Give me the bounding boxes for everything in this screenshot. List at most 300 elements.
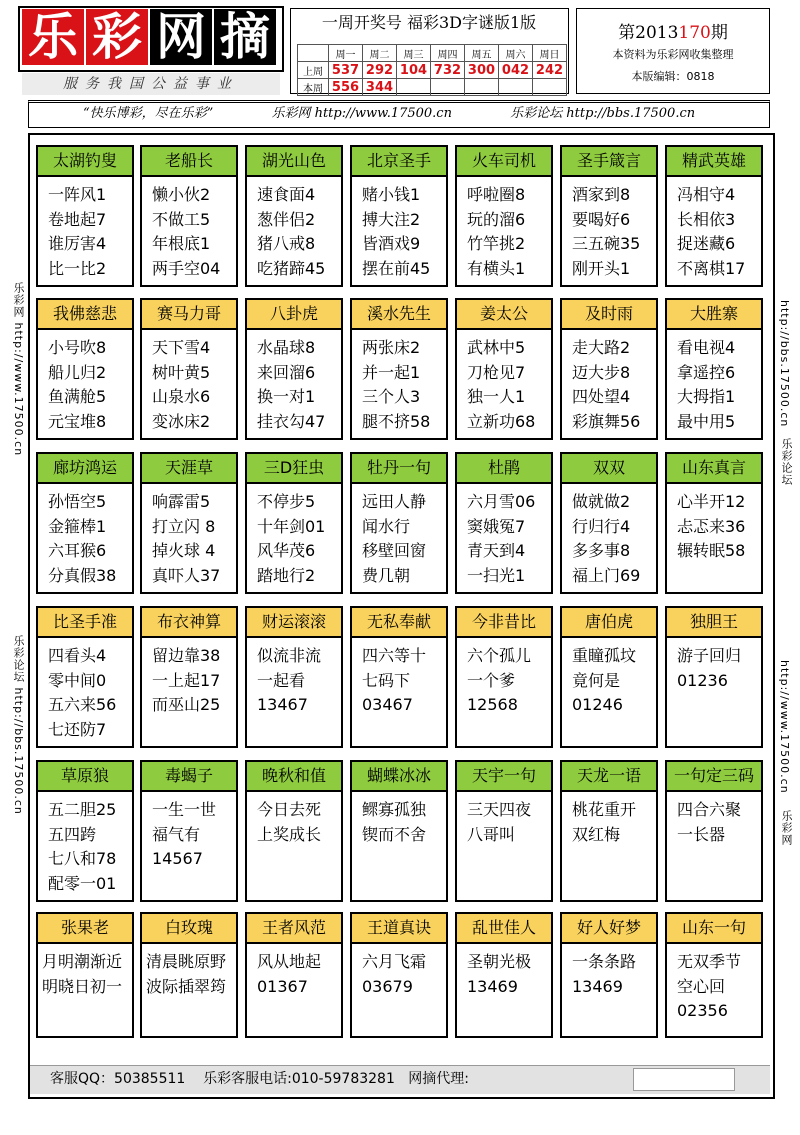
puzzle-line: 六月雪06 — [467, 492, 536, 511]
side-label-right-top: http://bbs.17500.cn — [778, 300, 791, 428]
puzzle-line: 重瞳孤坟 — [572, 646, 637, 665]
puzzle-line: 十年剑01 — [257, 516, 326, 536]
puzzle-author: 老船长 — [142, 147, 236, 177]
puzzle-body — [667, 944, 761, 1024]
puzzle-line: 四合六聚 — [677, 800, 742, 819]
puzzle-line: 挂衣勾47 — [257, 411, 326, 431]
issue-note: 本资料为乐彩网收集整理 — [612, 48, 734, 61]
puzzle-author: 及时雨 — [562, 300, 656, 330]
weekly-draw-title: 一周开奖号 福彩3D字谜版1版 — [321, 13, 537, 32]
forum-link[interactable]: 乐彩论坛 http://bbs.17500.cn — [510, 106, 696, 121]
puzzle-line: 零中间0 — [48, 670, 107, 690]
puzzle-line: 辗转眠58 — [677, 541, 746, 560]
puzzle-body — [562, 330, 656, 434]
side-label-right-url: http://www.17500.cn — [778, 660, 791, 794]
puzzle-author: 天龙一语 — [562, 762, 656, 792]
puzzle-line: 卷地起7 — [48, 209, 107, 229]
puzzle-line: 移壁回窗 — [362, 541, 427, 560]
puzzle-line: 冯相守4 — [677, 185, 736, 204]
puzzle-author: 杜鹃 — [457, 454, 551, 484]
puzzle-cell — [140, 298, 238, 440]
puzzle-line: 速食面4 — [257, 185, 316, 204]
puzzle-cell — [245, 606, 343, 748]
puzzle-line: 五二胆25 — [48, 800, 117, 819]
puzzle-line: 一个爹 — [467, 670, 516, 690]
puzzle-body — [457, 330, 551, 434]
puzzle-author: 一句定三码 — [667, 762, 761, 792]
puzzle-line: 搏大注2 — [362, 209, 421, 229]
puzzle-line: 懒小伙2 — [152, 185, 211, 204]
puzzle-line: 四看头4 — [48, 646, 107, 665]
puzzle-author: 姜太公 — [457, 300, 551, 330]
issue-number: 170 — [678, 23, 711, 43]
puzzle-line: 腿不挤58 — [362, 411, 431, 431]
draw-number — [533, 79, 567, 96]
puzzle-line: 风华茂6 — [257, 541, 316, 560]
puzzle-line: 风从地起 — [257, 952, 322, 971]
puzzle-cell — [140, 606, 238, 748]
puzzle-line: 不离棋17 — [677, 258, 746, 278]
puzzle-body — [247, 177, 341, 281]
puzzle-author: 乱世佳人 — [457, 914, 551, 944]
puzzle-body — [38, 638, 132, 742]
puzzle-line: 配零一01 — [48, 873, 117, 893]
puzzle-line: 两手空04 — [152, 258, 221, 278]
puzzle-line: 踏地行2 — [257, 565, 316, 585]
this-week-label: 本周 — [298, 79, 329, 96]
puzzle-body — [142, 484, 236, 588]
puzzle-line: 长相依3 — [677, 209, 736, 229]
logo-char: 网 — [150, 9, 212, 65]
puzzle-author: 溪水先生 — [352, 300, 446, 330]
logo-slogan: 服务我国公益事业 — [22, 73, 280, 95]
puzzle-body — [352, 330, 446, 434]
puzzle-author: 双双 — [562, 454, 656, 484]
puzzle-author: 好人好梦 — [562, 914, 656, 944]
logo — [22, 9, 278, 65]
puzzle-line: 彩旗舞56 — [572, 411, 641, 431]
draw-number: 300 — [465, 62, 499, 79]
puzzle-line: 摆在前45 — [362, 258, 431, 278]
puzzle-cell — [245, 145, 343, 287]
draw-number: 732 — [431, 62, 465, 79]
logo-char: 彩 — [86, 9, 148, 65]
puzzle-line: 玩的溜6 — [467, 209, 526, 229]
puzzle-cell — [140, 760, 238, 902]
puzzle-cell — [455, 606, 553, 748]
puzzle-line: 鳏寡孤独 — [362, 800, 427, 819]
puzzle-body — [142, 944, 236, 999]
draw-number: 242 — [533, 62, 567, 79]
puzzle-line: 三五碗35 — [572, 234, 641, 253]
puzzle-line: 天下雪4 — [152, 338, 211, 357]
puzzle-line: 一条条路 — [572, 952, 637, 971]
puzzle-line: 捉迷藏6 — [677, 234, 736, 253]
day-header: 周日 — [533, 45, 567, 62]
puzzle-line: 六耳猴6 — [48, 541, 107, 560]
puzzle-line: 一扫光1 — [467, 565, 526, 585]
puzzle-body — [352, 792, 446, 847]
puzzle-body — [247, 792, 341, 847]
puzzle-line: 拿遥控6 — [677, 362, 736, 382]
puzzle-author: 毒蝎子 — [142, 762, 236, 792]
puzzle-cell — [140, 145, 238, 287]
puzzle-cell — [455, 760, 553, 902]
puzzle-body — [562, 638, 656, 718]
puzzle-body — [562, 484, 656, 588]
puzzle-line: 不做工5 — [152, 209, 211, 229]
draw-number: 104 — [397, 62, 431, 79]
puzzle-body — [457, 944, 551, 999]
puzzle-line: 大拇指1 — [677, 387, 736, 406]
puzzle-line: 留边靠38 — [152, 646, 221, 665]
logo-char: 摘 — [214, 9, 276, 65]
puzzle-author: 王道真诀 — [352, 914, 446, 944]
issue-editor: 本版编辑：0818 — [631, 70, 715, 83]
puzzle-cell — [560, 606, 658, 748]
puzzle-author: 白玫瑰 — [142, 914, 236, 944]
side-label-right-bottom: 乐彩网 — [780, 810, 793, 846]
puzzle-body — [247, 484, 341, 588]
puzzle-line: 明晓日初一 — [42, 976, 123, 996]
puzzle-line: 远田人静 — [362, 492, 427, 511]
puzzle-body — [38, 484, 132, 588]
puzzle-line: 似流非流 — [257, 646, 322, 665]
puzzle-cell — [665, 606, 763, 748]
puzzle-author: 湖光山色 — [247, 147, 341, 177]
puzzle-line: 空心回 — [677, 976, 726, 996]
puzzle-line: 年根底1 — [152, 234, 211, 253]
puzzle-body — [38, 944, 132, 999]
draw-number: 344 — [363, 79, 397, 96]
puzzle-line: 一生一世 — [152, 800, 217, 819]
puzzle-author: 比圣手准 — [38, 608, 132, 638]
puzzle-line: 今日去死 — [257, 800, 322, 819]
puzzle-line: 福气有 — [152, 824, 201, 844]
puzzle-line: 七还防7 — [48, 719, 107, 739]
puzzle-body — [667, 177, 761, 281]
puzzle-line: 多多事8 — [572, 541, 631, 560]
motto: “快乐博彩，尽在乐彩” — [83, 106, 214, 121]
puzzle-cell — [245, 912, 343, 1038]
puzzle-body — [142, 638, 236, 718]
puzzle-body — [562, 792, 656, 847]
draw-number: 556 — [329, 79, 363, 96]
puzzle-author: 天宇一句 — [457, 762, 551, 792]
puzzle-line: 刀枪见7 — [467, 362, 526, 382]
day-header: 周二 — [363, 45, 397, 62]
puzzle-author: 无私奉献 — [352, 608, 446, 638]
puzzle-author: 布衣神算 — [142, 608, 236, 638]
puzzle-author: 山东真言 — [667, 454, 761, 484]
puzzle-line: 要喝好6 — [572, 209, 631, 229]
puzzle-line: 水晶球8 — [257, 338, 316, 357]
draw-number — [397, 79, 431, 96]
puzzle-cell — [36, 145, 134, 287]
puzzle-body — [142, 177, 236, 281]
puzzle-line: 13469 — [467, 976, 518, 996]
draw-number: 292 — [363, 62, 397, 79]
puzzle-line: 山泉水6 — [152, 387, 211, 406]
puzzle-line: 三个人3 — [362, 387, 421, 406]
puzzle-cell — [350, 145, 448, 287]
puzzle-line: 两张床2 — [362, 338, 421, 357]
puzzle-line: 四处望4 — [572, 387, 631, 406]
puzzle-author: 圣手箴言 — [562, 147, 656, 177]
puzzle-line: 孙悟空5 — [48, 492, 107, 511]
puzzle-line: 鱼满舱5 — [48, 387, 107, 406]
puzzle-line: 皆酒戏9 — [362, 234, 421, 253]
puzzle-line: 做就做2 — [572, 492, 631, 511]
puzzle-line: 武林中5 — [467, 338, 526, 357]
puzzle-line: 桃花重开 — [572, 800, 637, 819]
puzzle-author: 今非昔比 — [457, 608, 551, 638]
puzzle-body — [352, 944, 446, 999]
puzzle-author: 太湖钓叟 — [38, 147, 132, 177]
puzzle-line: 来回溜6 — [257, 362, 316, 382]
puzzle-line: 13469 — [572, 976, 623, 996]
puzzle-line: 比一比2 — [48, 258, 107, 278]
puzzle-cell — [560, 912, 658, 1038]
day-header: 周六 — [499, 45, 533, 62]
puzzle-line: 赌小钱1 — [362, 185, 421, 204]
puzzle-body — [247, 638, 341, 718]
puzzle-line: 12568 — [467, 695, 518, 714]
puzzle-author: 王者风范 — [247, 914, 341, 944]
puzzle-author: 廊坊鸿运 — [38, 454, 132, 484]
side-label-left-top: 乐彩网 http://www.17500.cn — [12, 282, 25, 457]
puzzle-line: 福上门69 — [572, 565, 641, 585]
puzzle-cell — [455, 452, 553, 594]
puzzle-cell — [560, 298, 658, 440]
puzzle-line: 金箍棒1 — [48, 516, 107, 536]
puzzle-line: 一阵风1 — [48, 185, 107, 204]
puzzle-body — [562, 177, 656, 281]
puzzle-line: 元宝堆8 — [48, 411, 107, 431]
puzzle-line: 无双季节 — [677, 952, 742, 971]
puzzle-line: 六个孤儿 — [467, 646, 532, 665]
puzzle-line: 独一人1 — [467, 387, 526, 406]
puzzle-line: 响霹雷5 — [152, 492, 211, 511]
puzzle-cell — [36, 452, 134, 594]
puzzle-line: 呼啦圈8 — [467, 185, 526, 204]
puzzle-body — [352, 638, 446, 718]
puzzle-author: 火车司机 — [457, 147, 551, 177]
puzzle-cell — [455, 298, 553, 440]
puzzle-line: 变冰床2 — [152, 411, 211, 431]
puzzle-author: 唐伯虎 — [562, 608, 656, 638]
puzzle-line: 行归行4 — [572, 516, 631, 536]
draw-number: 537 — [329, 62, 363, 79]
puzzle-line: 酒家到8 — [572, 185, 631, 204]
issue-title: 第2013170期 — [618, 23, 728, 43]
draw-number — [431, 79, 465, 96]
puzzle-body — [667, 484, 761, 564]
puzzle-author: 草原狼 — [38, 762, 132, 792]
puzzle-body — [667, 792, 761, 847]
puzzle-line: 费几朝 — [362, 565, 411, 585]
puzzle-line: 有横头1 — [467, 258, 526, 278]
puzzle-author: 八卦虎 — [247, 300, 341, 330]
puzzle-cell — [665, 760, 763, 902]
puzzle-line: 打立闪 8 — [152, 516, 216, 536]
puzzle-body — [142, 330, 236, 434]
puzzle-body — [142, 792, 236, 872]
puzzle-cell — [350, 452, 448, 594]
puzzle-cell — [245, 452, 343, 594]
puzzle-cell — [350, 912, 448, 1038]
puzzle-line: 01246 — [572, 695, 623, 714]
puzzle-line: 01236 — [677, 670, 728, 690]
puzzle-cell — [36, 606, 134, 748]
puzzle-cell — [245, 760, 343, 902]
puzzle-body — [667, 638, 761, 693]
puzzle-cell — [455, 145, 553, 287]
puzzle-line: 03467 — [362, 695, 413, 714]
service-phone: 乐彩客服电话:010-59783281 — [203, 1071, 395, 1087]
puzzle-line: 闻水行 — [362, 516, 411, 536]
puzzle-line: 一长器 — [677, 824, 726, 844]
puzzle-line: 而巫山25 — [152, 695, 221, 714]
puzzle-author: 天涯草 — [142, 454, 236, 484]
puzzle-line: 真吓人37 — [152, 565, 221, 585]
puzzle-line: 掉火球 4 — [152, 541, 216, 560]
puzzle-line: 五四跨 — [48, 824, 97, 844]
puzzle-author: 晚秋和值 — [247, 762, 341, 792]
puzzle-line: 02356 — [677, 1001, 728, 1020]
puzzle-author: 张果老 — [38, 914, 132, 944]
puzzle-author: 独胆王 — [667, 608, 761, 638]
puzzle-body — [247, 330, 341, 434]
puzzle-line: 立新功68 — [467, 411, 536, 431]
puzzle-line: 01367 — [257, 976, 308, 996]
puzzle-line: 忐忑来36 — [677, 516, 746, 536]
puzzle-author: 赛马力哥 — [142, 300, 236, 330]
day-header: 周三 — [397, 45, 431, 62]
puzzle-cell — [560, 145, 658, 287]
puzzle-line: 猪八戒8 — [257, 234, 316, 253]
puzzle-line: 七八和78 — [48, 849, 117, 868]
puzzle-line: 圣朝光极 — [467, 952, 532, 971]
puzzle-line: 月明潮渐近 — [42, 952, 123, 971]
puzzle-author: 大胜寨 — [667, 300, 761, 330]
puzzle-cell — [665, 912, 763, 1038]
puzzle-line: 波际插翠筠 — [146, 976, 227, 996]
puzzle-body — [38, 792, 132, 896]
puzzle-author: 财运滚滚 — [247, 608, 341, 638]
agent-input-box — [633, 1068, 735, 1091]
puzzle-body — [457, 638, 551, 718]
footer-text — [50, 1069, 469, 1089]
puzzle-line: 谁厉害4 — [48, 234, 107, 253]
puzzle-body — [38, 330, 132, 434]
service-qq: 客服QQ：50385511 — [50, 1071, 186, 1087]
puzzle-line: 上奖成长 — [257, 824, 322, 844]
puzzle-line: 五六来56 — [48, 695, 117, 714]
puzzle-cell — [350, 760, 448, 902]
puzzle-line: 14567 — [152, 849, 203, 868]
day-header: 周一 — [329, 45, 363, 62]
weekly-draw-table — [297, 44, 567, 96]
puzzle-line: 游子回归 — [677, 646, 742, 665]
puzzle-line: 走大路2 — [572, 338, 631, 357]
puzzle-cell — [560, 452, 658, 594]
puzzle-cell — [350, 298, 448, 440]
puzzle-author: 我佛慈悲 — [38, 300, 132, 330]
side-label-left-bottom: 乐彩论坛 http://bbs.17500.cn — [12, 635, 25, 815]
puzzle-cell — [36, 298, 134, 440]
puzzle-body — [457, 792, 551, 847]
puzzle-line: 三天四夜 — [467, 800, 532, 819]
puzzle-line: 换一对1 — [257, 387, 316, 406]
draw-number: 042 — [499, 62, 533, 79]
puzzle-line: 八哥叫 — [467, 824, 516, 844]
puzzle-author: 山东一句 — [667, 914, 761, 944]
puzzle-cell — [36, 912, 134, 1038]
puzzle-line: 刚开头1 — [572, 258, 631, 278]
slogan-bar — [28, 100, 770, 128]
puzzle-author: 北京圣手 — [352, 147, 446, 177]
puzzle-body — [562, 944, 656, 999]
puzzle-cell — [350, 606, 448, 748]
puzzle-cell — [36, 760, 134, 902]
puzzle-body — [352, 484, 446, 588]
draw-number — [499, 79, 533, 96]
puzzle-body — [667, 330, 761, 434]
puzzle-body — [352, 177, 446, 281]
puzzle-cell — [245, 298, 343, 440]
puzzle-cell — [455, 912, 553, 1038]
puzzle-cell — [665, 298, 763, 440]
puzzle-line: 心半开12 — [677, 492, 746, 511]
puzzle-line: 13467 — [257, 695, 308, 714]
puzzle-line: 看电视4 — [677, 338, 736, 357]
puzzle-author: 牡丹一句 — [352, 454, 446, 484]
day-header: 周五 — [465, 45, 499, 62]
puzzle-cell — [665, 452, 763, 594]
puzzle-line: 03679 — [362, 976, 413, 996]
agent-label: 网摘代理: — [408, 1071, 469, 1087]
puzzle-line: 葱伴侣2 — [257, 209, 316, 229]
puzzle-line: 竟何是 — [572, 670, 621, 690]
puzzle-line: 一上起17 — [152, 670, 221, 690]
puzzle-author: 蝴蝶冰冰 — [352, 762, 446, 792]
puzzle-line: 双红梅 — [572, 824, 621, 844]
puzzle-line: 清晨眺原野 — [146, 952, 227, 971]
day-header: 周四 — [431, 45, 465, 62]
puzzle-line: 窦娥冤7 — [467, 516, 526, 536]
site-link[interactable]: 乐彩网 http://www.17500.cn — [271, 106, 452, 121]
puzzle-line: 六月飞霜 — [362, 952, 427, 971]
puzzle-line: 不停步5 — [257, 492, 316, 511]
puzzle-line: 青天到4 — [467, 541, 526, 560]
puzzle-cell — [140, 912, 238, 1038]
puzzle-cell — [560, 760, 658, 902]
last-week-label: 上周 — [298, 62, 329, 79]
puzzle-line: 竹竿挑2 — [467, 234, 526, 253]
puzzle-line: 迈大步8 — [572, 362, 631, 382]
puzzle-author: 精武英雄 — [667, 147, 761, 177]
puzzle-line: 并一起1 — [362, 362, 421, 382]
puzzle-line: 四六等十 — [362, 646, 427, 665]
puzzle-line: 吃猪蹄45 — [257, 258, 326, 278]
puzzle-body — [457, 484, 551, 588]
puzzle-cell — [140, 452, 238, 594]
puzzle-author: 三D狂虫 — [247, 454, 341, 484]
puzzle-body — [38, 177, 132, 281]
side-label-right-mid: 乐彩论坛 — [780, 438, 793, 486]
puzzle-line: 锲而不舍 — [362, 824, 427, 844]
